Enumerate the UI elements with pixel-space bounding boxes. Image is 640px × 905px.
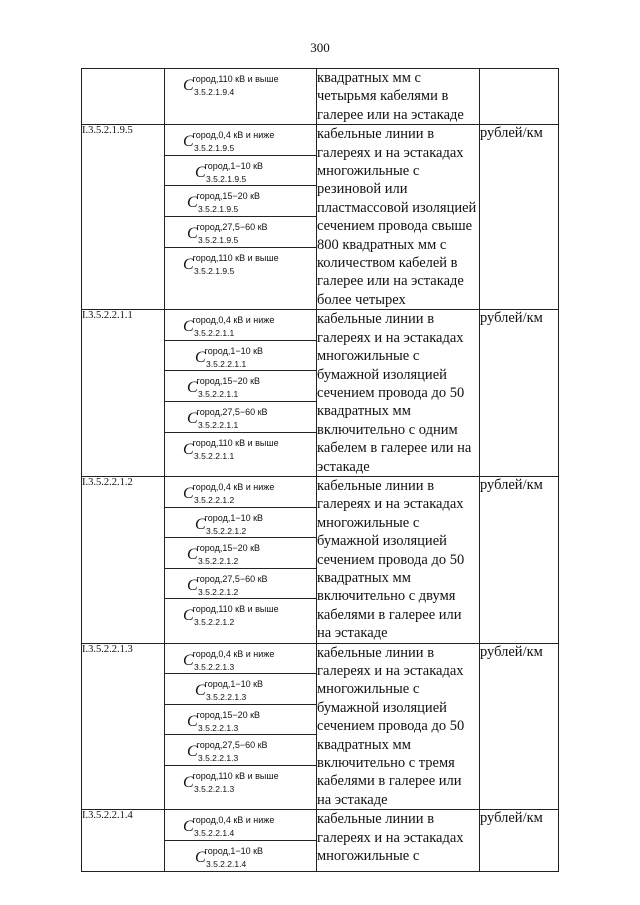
indicator-formula — [165, 674, 316, 705]
formula-symbol: C — [195, 163, 206, 181]
formula-subscript: 3.5.2.2.1.3 — [194, 783, 235, 794]
formula-superscript: город,110 кВ и выше — [192, 252, 279, 263]
indicator-list — [165, 810, 316, 871]
row-unit: рублей/км — [480, 476, 559, 643]
formula-superscript: город,1−10 кВ — [204, 512, 264, 523]
row-unit: рублей/км — [480, 810, 559, 872]
formula-subscript: 3.5.2.2.1.2 — [198, 586, 239, 597]
row-unit: рублей/км — [480, 125, 559, 310]
formula-superscript: город,0,4 кВ и ниже — [192, 481, 275, 492]
formula-expression — [183, 603, 280, 628]
indicator-formula — [165, 371, 316, 402]
formula-subscript: 3.5.2.2.1.1 — [198, 389, 239, 400]
formula-subscript: 3.5.2.2.1.2 — [206, 525, 247, 536]
formula-superscript: город,110 кВ и выше — [192, 770, 279, 781]
indicator-formula — [165, 705, 316, 736]
indicator-list — [165, 644, 316, 797]
tariff-table — [81, 68, 559, 872]
table-row — [82, 476, 559, 643]
table-row — [82, 69, 559, 125]
formula-superscript: город,0,4 кВ и ниже — [192, 315, 275, 326]
formula-subscript: 3.5.2.1.9.4 — [194, 87, 235, 97]
indicator-formula — [165, 217, 316, 248]
formula-symbol: C — [183, 77, 194, 94]
formula-expression — [195, 160, 264, 184]
formula-expression — [187, 573, 269, 597]
formula-expression — [183, 252, 280, 276]
formula-subscript: 3.5.2.2.1.3 — [198, 722, 239, 733]
indicator-list — [165, 69, 316, 100]
formula-symbol: C — [187, 194, 198, 212]
formula-subscript: 3.5.2.2.1.4 — [206, 858, 247, 869]
formula-subscript: 3.5.2.2.1.1 — [194, 450, 235, 461]
formula-subscript: 3.5.2.1.9.5 — [198, 204, 239, 215]
indicator-formula — [165, 433, 316, 464]
formula-subscript: 3.5.2.2.1.1 — [206, 358, 247, 369]
formula-expression — [187, 190, 261, 215]
formula-superscript: город,15−20 кВ — [196, 376, 261, 387]
indicator-formula — [165, 125, 316, 156]
formula-subscript: 3.5.2.1.9.5 — [206, 173, 247, 184]
formula-subscript: 3.5.2.1.9.5 — [198, 235, 239, 245]
formula-expression — [183, 129, 275, 154]
formula-expression — [187, 709, 261, 733]
formula-subscript: 3.5.2.2.1.3 — [206, 692, 247, 703]
row-unit: рублей/км — [480, 310, 559, 477]
formula-symbol: C — [187, 546, 198, 564]
formula-symbol: C — [187, 379, 198, 397]
formula-expression — [187, 542, 261, 567]
formula-superscript: город,1−10 кВ — [204, 679, 264, 690]
formula-superscript: город,27,5−60 кВ — [196, 407, 268, 418]
indicator-list — [165, 310, 316, 463]
table-row — [82, 643, 559, 810]
indicator-formula — [165, 599, 316, 630]
formula-expression — [195, 845, 264, 869]
table-body — [82, 69, 559, 872]
formula-expression — [183, 770, 280, 794]
indicator-cell — [165, 69, 317, 125]
formula-subscript: 3.5.2.2.1.1 — [194, 328, 235, 339]
indicator-formula — [165, 477, 316, 508]
formula-symbol: C — [183, 607, 194, 625]
formula-superscript: город,15−20 кВ — [196, 709, 261, 720]
formula-expression — [187, 739, 269, 764]
formula-superscript: город,27,5−60 кВ — [196, 573, 268, 584]
row-description: кабельные линии в галереях и на эстакадах многожильные с бумажной изоляцией сечением провода до 50 квадратных мм включительно с тремя кабелями в галерее или на эстакаде — [317, 643, 480, 810]
indicator-formula — [165, 810, 316, 841]
formula-expression — [183, 481, 275, 505]
formula-expression — [183, 437, 280, 461]
formula-symbol: C — [195, 682, 206, 700]
formula-symbol: C — [183, 440, 194, 458]
formula-expression — [183, 73, 280, 97]
table-row — [82, 125, 559, 310]
indicator-list — [165, 125, 316, 278]
formula-symbol: C — [183, 318, 194, 336]
row-code: I.3.5.2.2.1.3 — [82, 643, 165, 810]
formula-subscript: 3.5.2.2.1.3 — [194, 661, 235, 672]
formula-superscript: город,110 кВ и выше — [192, 437, 279, 448]
formula-symbol: C — [187, 225, 198, 242]
formula-subscript: 3.5.2.2.1.2 — [194, 617, 235, 628]
formula-symbol: C — [183, 255, 194, 273]
row-code: I.3.5.2.2.1.1 — [82, 310, 165, 477]
indicator-list — [165, 477, 316, 630]
indicator-cell — [165, 476, 317, 643]
formula-expression — [183, 314, 275, 339]
indicator-formula — [165, 569, 316, 600]
indicator-formula — [165, 538, 316, 569]
formula-superscript: город,0,4 кВ и ниже — [192, 815, 275, 826]
indicator-formula — [165, 310, 316, 341]
formula-symbol: C — [183, 133, 194, 151]
indicator-formula — [165, 402, 316, 433]
formula-expression — [183, 814, 275, 839]
row-description: квадратных мм с четырьмя кабелями в галерее или на эстакаде — [317, 69, 480, 125]
row-code — [82, 69, 165, 125]
formula-superscript: город,15−20 кВ — [196, 191, 261, 202]
indicator-cell — [165, 310, 317, 477]
row-description: кабельные линии в галереях и на эстакадах многожильные с резиновой или пластмассовой изоляцией сечением провода свыше 800 квадратных мм с количеством кабелей в галерее или на эстакаде более четырех — [317, 125, 480, 310]
formula-expression — [187, 375, 261, 400]
formula-superscript: город,0,4 кВ и ниже — [192, 648, 275, 659]
indicator-cell — [165, 643, 317, 810]
formula-superscript: город,27,5−60 кВ — [196, 740, 268, 751]
row-description: кабельные линии в галереях и на эстакадах многожильные с бумажной изоляцией сечением провода до 50 квадратных мм включительно с одним кабелем в галерее или на эстакаде — [317, 310, 480, 477]
indicator-formula — [165, 735, 316, 766]
formula-subscript: 3.5.2.2.1.4 — [194, 828, 235, 839]
row-unit: рублей/км — [480, 643, 559, 810]
indicator-formula — [165, 508, 316, 539]
formula-subscript: 3.5.2.2.1.1 — [198, 420, 239, 431]
indicator-formula — [165, 156, 316, 187]
formula-superscript: город,110 кВ и выше — [192, 604, 279, 615]
formula-expression — [183, 648, 275, 672]
indicator-formula — [165, 186, 316, 217]
row-code: I.3.5.2.2.1.4 — [82, 810, 165, 872]
formula-symbol: C — [187, 743, 198, 761]
formula-superscript: город,110 кВ и выше — [192, 74, 279, 84]
row-code: I.3.5.2.2.1.2 — [82, 476, 165, 643]
indicator-formula — [165, 341, 316, 372]
indicator-formula — [165, 644, 316, 675]
formula-expression — [195, 678, 264, 703]
formula-expression — [187, 221, 269, 245]
formula-superscript: город,0,4 кВ и ниже — [192, 130, 275, 141]
formula-expression — [195, 512, 264, 536]
table-row — [82, 810, 559, 872]
formula-symbol: C — [195, 348, 206, 366]
formula-subscript: 3.5.2.2.1.2 — [194, 494, 235, 505]
formula-expression — [187, 406, 269, 431]
formula-superscript: город,1−10 кВ — [204, 160, 264, 171]
formula-symbol: C — [187, 576, 198, 594]
formula-symbol: C — [195, 848, 206, 866]
formula-subscript: 3.5.2.1.9.5 — [194, 265, 235, 276]
formula-subscript: 3.5.2.1.9.5 — [194, 143, 235, 154]
formula-superscript: город,27,5−60 кВ — [196, 222, 268, 232]
indicator-formula — [165, 248, 316, 279]
formula-symbol: C — [187, 712, 198, 730]
formula-superscript: город,1−10 кВ — [204, 345, 264, 356]
formula-symbol: C — [183, 773, 194, 791]
table-row — [82, 310, 559, 477]
indicator-formula — [165, 69, 316, 100]
indicator-formula — [165, 841, 316, 872]
page-number: 300 — [310, 40, 330, 55]
formula-superscript: город,1−10 кВ — [204, 845, 264, 856]
formula-expression — [195, 345, 264, 369]
formula-symbol: C — [183, 651, 194, 669]
formula-symbol: C — [183, 484, 194, 502]
formula-symbol: C — [187, 410, 198, 428]
row-description: кабельные линии в галереях и на эстакадах многожильные с — [317, 810, 480, 872]
row-description: кабельные линии в галереях и на эстакадах многожильные с бумажной изоляцией сечением провода до 50 квадратных мм включительно с двумя кабелями в галерее или на эстакаде — [317, 476, 480, 643]
formula-symbol: C — [183, 818, 194, 836]
row-unit — [480, 69, 559, 125]
formula-subscript: 3.5.2.2.1.3 — [198, 753, 239, 764]
formula-subscript: 3.5.2.2.1.2 — [198, 556, 239, 567]
formula-superscript: город,15−20 кВ — [196, 543, 261, 554]
indicator-cell — [165, 125, 317, 310]
indicator-formula — [165, 766, 316, 797]
row-code: I.3.5.2.1.9.5 — [82, 125, 165, 310]
formula-symbol: C — [195, 515, 206, 533]
indicator-cell — [165, 810, 317, 872]
